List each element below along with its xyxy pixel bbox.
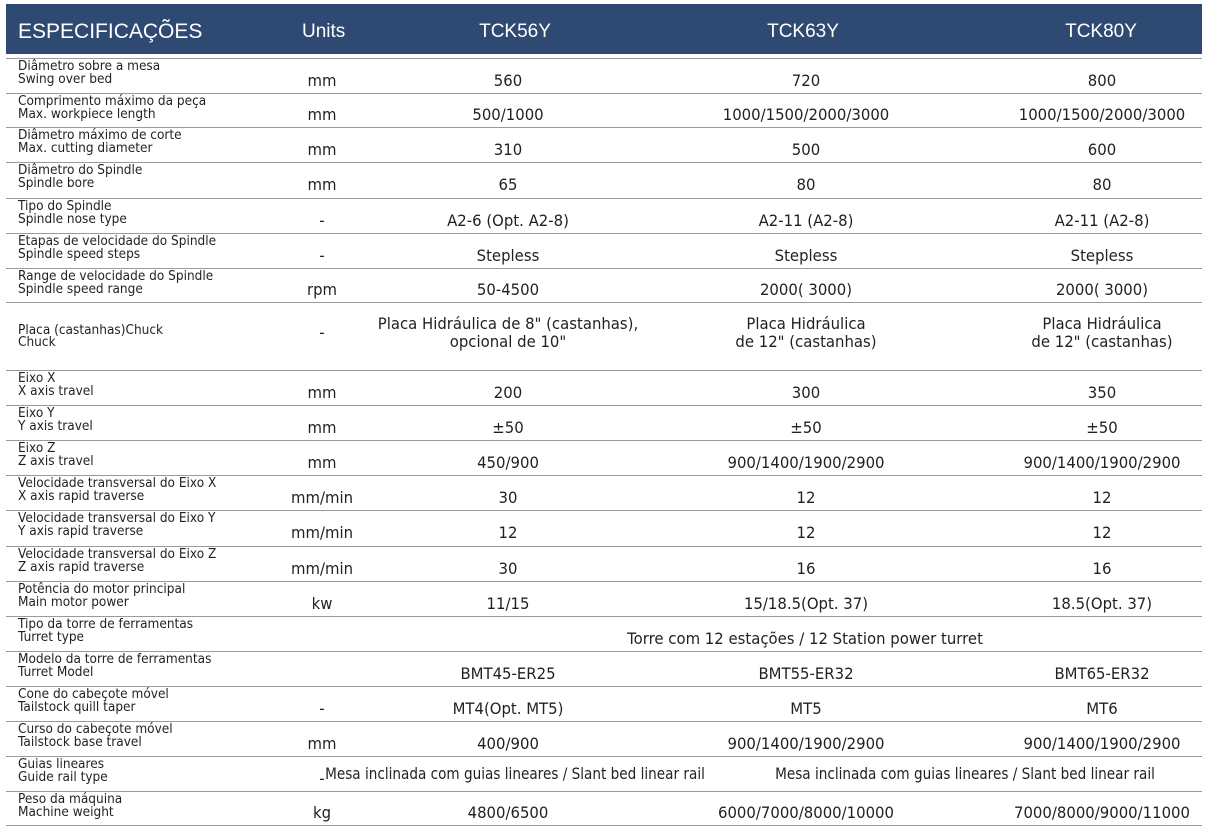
- row-value-tck63y: 720: [791, 70, 821, 90]
- row-value-tck63y: ±50: [790, 417, 822, 437]
- row-value-tck63y: 12: [796, 487, 816, 507]
- row-label-pt: Peso da máquina: [18, 791, 123, 807]
- row-value-tck56y: 30: [498, 487, 518, 507]
- table-row: [6, 405, 1202, 440]
- row-label: [18, 268, 254, 300]
- row-value-tck63y: 16: [796, 558, 816, 578]
- row-label: [18, 791, 254, 823]
- row-unit: -: [319, 768, 325, 788]
- row-unit: mm: [307, 175, 337, 194]
- row-label: [18, 721, 254, 753]
- row-label-pt: Curso do cabeçote móvel: [18, 721, 173, 737]
- row-value-tck80y: 12: [1092, 487, 1112, 507]
- row-unit: mm: [307, 139, 337, 159]
- row-value-tck80y: 800: [1087, 70, 1117, 90]
- row-label: [18, 302, 254, 370]
- row-value-tck80y: A2-11 (A2-8): [1054, 210, 1150, 230]
- row-value-tck63y: 2000( 3000): [759, 280, 853, 299]
- table-row: [6, 198, 1202, 233]
- row-label-en: Machine weight: [18, 803, 114, 820]
- row-label-pt: Placa (castanhas)Chuck: [18, 321, 164, 338]
- model-header-tck56y: TCK56Y: [479, 21, 551, 42]
- row-label: [18, 756, 254, 788]
- row-label-en: Turret type: [18, 628, 85, 645]
- row-unit: [276, 616, 369, 656]
- row-unit: -: [319, 698, 325, 718]
- row-value-tck56y: 500/1000: [472, 105, 544, 124]
- row-label-en: Y axis travel: [18, 417, 93, 434]
- row-unit: mm/min: [290, 487, 354, 507]
- row-value-tck56y: A2-6 (Opt. A2-8): [447, 210, 569, 230]
- row-unit: mm: [307, 70, 337, 90]
- row-unit: mm/min: [290, 523, 354, 542]
- row-value-tck56y: Mesa inclinada com guias lineares / Slant bed linear rail: [325, 763, 705, 783]
- row-unit: -: [319, 323, 325, 342]
- row-value-tck63y: 300: [791, 382, 821, 402]
- table-row: [6, 791, 1202, 825]
- row-unit: mm/min: [290, 558, 354, 578]
- row-label-en: Chuck: [18, 334, 56, 350]
- row-value-tck80y: 600: [1087, 139, 1117, 159]
- units-column-header: Units: [302, 21, 346, 42]
- row-label: [18, 93, 254, 125]
- row-label: [18, 546, 254, 578]
- row-label-en: X axis travel: [18, 382, 94, 399]
- row-label-pt: Guias lineares: [18, 756, 105, 772]
- row-value-tck63y: 500: [791, 139, 821, 159]
- row-value-tck56y: 12: [498, 523, 518, 542]
- row-value-tck56y: BMT45-ER25: [460, 663, 556, 683]
- table-row: [6, 302, 1202, 370]
- table-title: ESPECIFICAÇÕES: [18, 20, 203, 43]
- row-label-en: Z axis rapid traverse: [18, 558, 145, 575]
- row-value-tck63y-tck80y: Mesa inclinada com guias lineares / Slant bed linear rail: [775, 763, 1155, 783]
- row-label-pt: Etapas de velocidade do Spindle: [18, 233, 217, 249]
- table-row: [6, 721, 1202, 756]
- row-unit: rpm: [306, 280, 338, 299]
- row-label-pt: Range de velocidade do Spindle: [18, 268, 214, 284]
- row-label-en: Spindle bore: [18, 174, 95, 191]
- row-label-pt: Diâmetro máximo de corte: [18, 127, 182, 143]
- row-value-tck56y: 450/900: [477, 452, 539, 472]
- row-value-tck80y: 80: [1092, 175, 1112, 194]
- table-row: [6, 651, 1202, 686]
- table-row: [6, 58, 1202, 93]
- row-label: [18, 686, 254, 718]
- row-label: [18, 58, 254, 90]
- row-label-en: Tailstock base travel: [18, 733, 142, 750]
- row-label-en: Z axis travel: [18, 452, 94, 469]
- row-value-tck63y: 12: [796, 523, 816, 542]
- row-value-tck63y: Placa Hidráulica de 12" (castanhas): [735, 314, 877, 351]
- row-label-pt: Eixo X: [18, 370, 56, 386]
- row-value-tck80y: 18.5(Opt. 37): [1051, 593, 1153, 613]
- row-value-tck80y: 900/1400/1900/2900: [1023, 452, 1181, 472]
- row-label: [18, 440, 254, 472]
- row-label-en: Turret Model: [18, 663, 94, 680]
- row-value-tck80y: 12: [1092, 523, 1112, 542]
- row-value-tck56y: 30: [498, 558, 518, 578]
- row-label: [18, 475, 254, 507]
- row-label-pt: Velocidade transversal do Eixo Z: [18, 546, 217, 562]
- row-label-pt: Tipo do Spindle: [18, 198, 112, 214]
- row-value-tck63y: MT5: [790, 698, 822, 718]
- row-label: [18, 405, 254, 437]
- table-row: [6, 233, 1202, 268]
- row-unit: kw: [311, 593, 333, 613]
- row-unit: mm: [307, 417, 337, 437]
- table-row: [6, 162, 1202, 198]
- row-label-pt: Comprimento máximo da peça: [18, 93, 207, 109]
- row-label-en: Main motor power: [18, 593, 129, 610]
- model-header-tck80y: TCK80Y: [1065, 21, 1137, 42]
- row-label-en: Swing over bed: [18, 70, 113, 87]
- row-unit: mm: [307, 452, 337, 472]
- row-value-tck80y: BMT65-ER32: [1054, 663, 1150, 683]
- row-value-tck80y: 7000/8000/9000/11000: [1013, 803, 1190, 822]
- table-row: [6, 127, 1202, 162]
- row-value-tck80y: Stepless: [1070, 245, 1134, 265]
- model-header-tck63y: TCK63Y: [767, 21, 839, 42]
- row-label: [18, 581, 254, 613]
- row-unit: mm: [307, 382, 337, 402]
- row-value-all-models: Torre com 12 estações / 12 Station power turret: [627, 628, 983, 648]
- row-value-tck56y: 65: [498, 175, 518, 194]
- row-value-tck80y: Placa Hidráulica de 12" (castanhas): [1031, 314, 1173, 351]
- row-label: [18, 510, 254, 542]
- row-value-tck63y: 1000/1500/2000/3000: [722, 105, 890, 124]
- row-label: [18, 616, 254, 648]
- table-row: [6, 546, 1202, 581]
- row-value-tck56y: 50-4500: [476, 280, 540, 299]
- row-unit: mm: [307, 105, 337, 124]
- row-value-tck80y: 900/1400/1900/2900: [1023, 733, 1181, 753]
- table-row: [6, 616, 1202, 651]
- table-row: [6, 93, 1202, 127]
- row-value-tck56y: 4800/6500: [467, 803, 549, 822]
- row-label-en: X axis rapid traverse: [18, 487, 145, 504]
- row-label-pt: Eixo Y: [18, 405, 55, 421]
- row-label-pt: Velocidade transversal do Eixo X: [18, 475, 217, 491]
- table-row: [6, 268, 1202, 302]
- row-label-pt: Diâmetro do Spindle: [18, 162, 143, 178]
- row-value-tck63y: 6000/7000/8000/10000: [717, 803, 894, 822]
- row-value-tck56y: ±50: [492, 417, 524, 437]
- row-value-tck80y: 16: [1092, 558, 1112, 578]
- row-value-tck80y: 1000/1500/2000/3000: [1018, 105, 1186, 124]
- row-label-en: Spindle nose type: [18, 210, 127, 227]
- row-divider: [6, 825, 1202, 826]
- table-row: [6, 440, 1202, 475]
- table-row: [6, 475, 1202, 510]
- row-value-tck56y: 200: [493, 382, 523, 402]
- row-label-en: Guide rail type: [18, 768, 108, 785]
- row-unit: -: [319, 210, 325, 230]
- row-label: [18, 370, 254, 402]
- table-row: [6, 686, 1202, 721]
- row-value-tck56y: Stepless: [476, 245, 540, 265]
- row-unit: -: [319, 245, 325, 265]
- row-value-tck56y: MT4(Opt. MT5): [452, 698, 564, 718]
- row-label-pt: Tipo da torre de ferramentas: [18, 616, 194, 632]
- row-label-pt: Eixo Z: [18, 440, 56, 456]
- row-unit: [276, 651, 369, 691]
- row-label: [18, 162, 254, 194]
- row-value-tck63y: 80: [796, 175, 816, 194]
- row-value-tck63y: BMT55-ER32: [758, 663, 854, 683]
- row-value-tck63y: A2-11 (A2-8): [758, 210, 854, 230]
- row-label: [18, 127, 254, 159]
- row-value-tck56y: 400/900: [477, 733, 539, 753]
- row-value-tck80y: 2000( 3000): [1055, 280, 1149, 299]
- row-value-tck56y: 11/15: [486, 593, 530, 613]
- row-value-tck80y: MT6: [1086, 698, 1118, 718]
- row-label: [18, 651, 254, 683]
- row-label-en: Y axis rapid traverse: [18, 522, 144, 539]
- row-label-en: Tailstock quill taper: [18, 698, 136, 715]
- row-label-en: Max. workpiece length: [18, 105, 156, 122]
- row-label-pt: Velocidade transversal do Eixo Y: [18, 510, 216, 526]
- row-value-tck63y: Stepless: [774, 245, 838, 265]
- row-label-pt: Potência do motor principal: [18, 581, 186, 597]
- row-value-tck80y: 350: [1087, 382, 1117, 402]
- row-value-tck56y: 560: [493, 70, 523, 90]
- row-label-pt: Cone do cabeçote móvel: [18, 686, 169, 702]
- table-row: [6, 510, 1202, 546]
- row-value-tck63y: 900/1400/1900/2900: [727, 733, 885, 753]
- row-label-pt: Diâmetro sobre a mesa: [18, 58, 161, 74]
- row-label-en: Spindle speed steps: [18, 245, 141, 262]
- row-value-tck56y: Placa Hidráulica de 8" (castanhas), opcional de 10": [377, 314, 639, 351]
- row-label: [18, 233, 254, 265]
- table-row: [6, 370, 1202, 405]
- row-label-pt: Modelo da torre de ferramentas: [18, 651, 212, 667]
- row-label: [18, 198, 254, 230]
- row-value-tck63y: 15/18.5(Opt. 37): [743, 593, 869, 613]
- row-value-tck63y: 900/1400/1900/2900: [727, 452, 885, 472]
- row-label-en: Max. cutting diameter: [18, 139, 153, 156]
- row-value-tck80y: ±50: [1086, 417, 1118, 437]
- row-label-en: Spindle speed range: [18, 280, 143, 297]
- table-row: [6, 756, 1202, 791]
- table-row: [6, 581, 1202, 616]
- row-unit: mm: [307, 733, 337, 753]
- row-value-tck56y: 310: [493, 139, 523, 159]
- row-unit: kg: [312, 803, 332, 822]
